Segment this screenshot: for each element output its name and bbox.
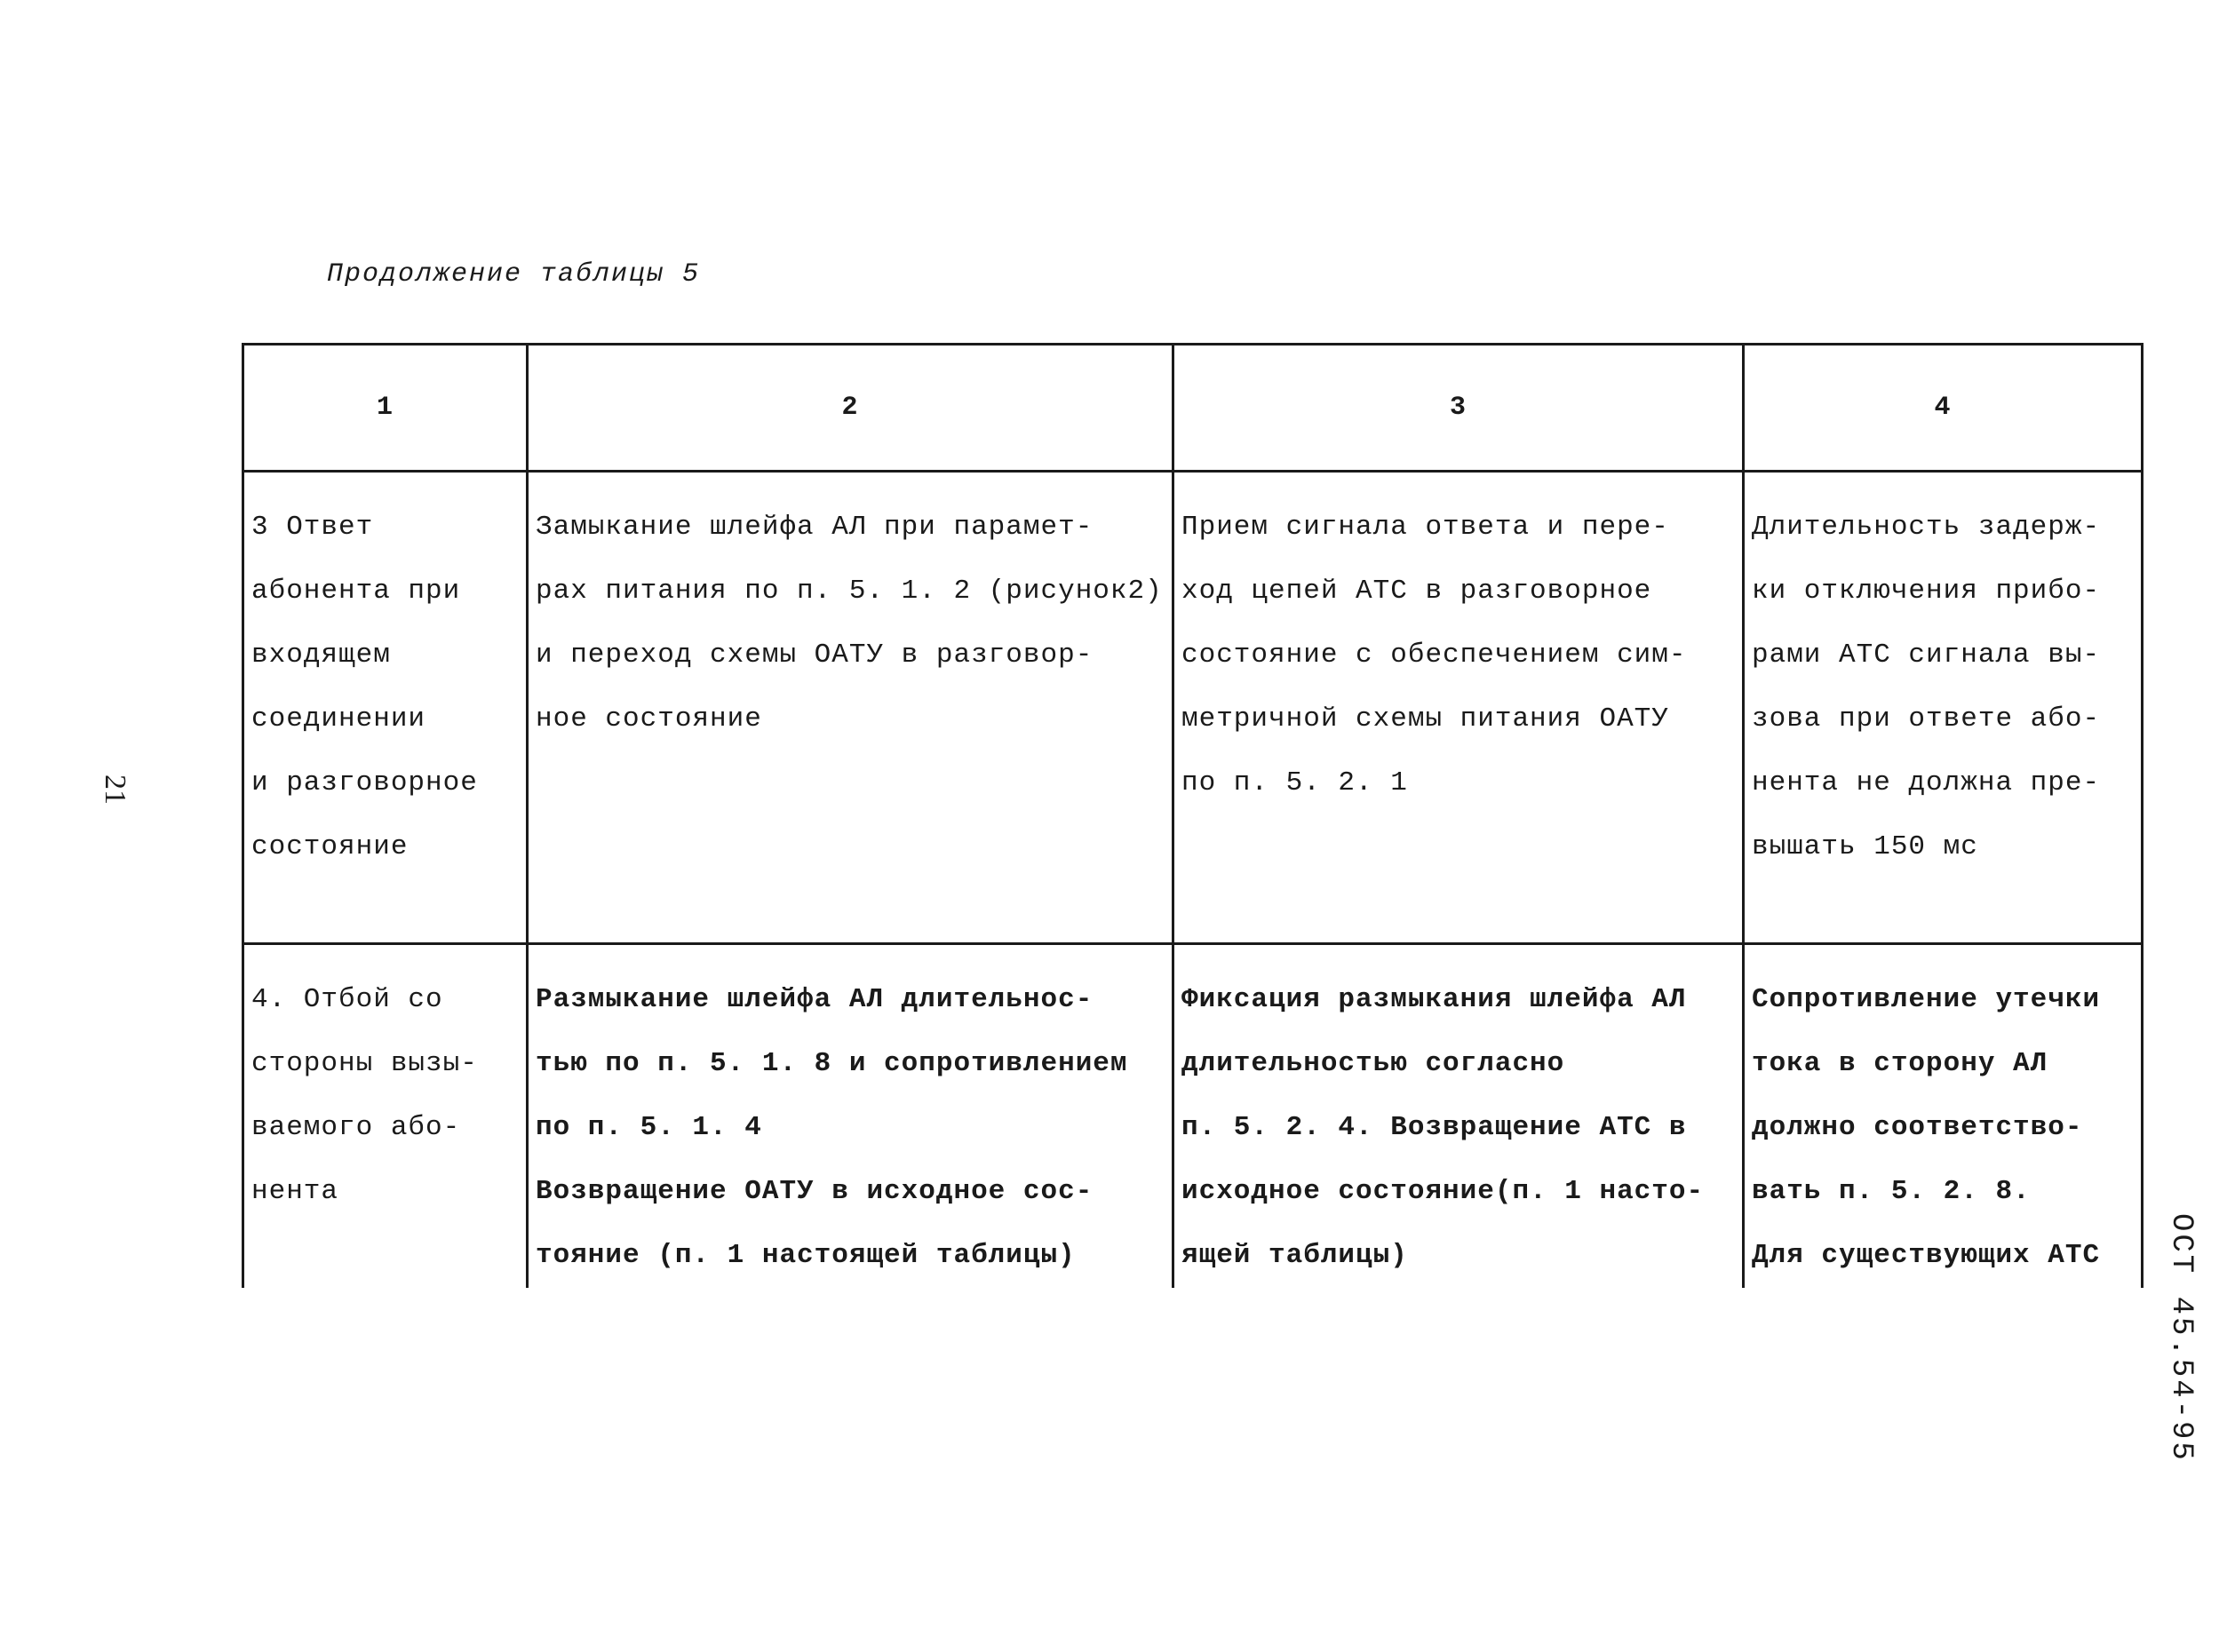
table-cell: Прием сигнала ответа и пере- ход цепей АТС в разговорное состояние с обеспечением сим- метричной схемы питания ОАТУ по п. 5. 2. 1 — [1173, 472, 1744, 944]
page-number: 21 — [99, 774, 131, 805]
document-code: ОСТ 45.54-95 — [2164, 1213, 2198, 1463]
table-row — [243, 944, 2143, 1289]
column-header-4: 4 — [1744, 345, 2143, 472]
table-header-row — [243, 345, 2143, 472]
column-header-3: 3 — [1173, 345, 1744, 472]
table-cell: 4. Отбой со стороны вызы- ваемого або- нента — [243, 944, 528, 1289]
column-header-1: 1 — [243, 345, 528, 472]
table-cell: Фиксация размыкания шлейфа АЛ длительностью согласно п. 5. 2. 4. Возвращение АТС в исходное состояние(п. 1 насто- ящей таблицы) — [1173, 944, 1744, 1289]
table-cell: 3 Ответ абонента при входящем соединении и разговорное состояние — [243, 472, 528, 944]
table-cell: Длительность задерж- ки отключения прибо- рами АТС сигнала вы- зова при ответе або- нента не должна пре- вышать 150 мс — [1744, 472, 2143, 944]
continuation-table — [242, 343, 2143, 1288]
table-caption: Продолжение таблицы 5 — [327, 259, 701, 290]
table-row — [243, 472, 2143, 944]
table-cell: Замыкание шлейфа АЛ при парамет- рах питания по п. 5. 1. 2 (рисунок2) и переход схемы ОАТУ в разговор- ное состояние — [528, 472, 1173, 944]
table-cell: Сопротивление утечки тока в сторону АЛ должно соответство- вать п. 5. 2. 8. Для существующих АТС — [1744, 944, 2143, 1289]
table-cell: Размыкание шлейфа АЛ длительнос- тью по п. 5. 1. 8 и сопротивлением по п. 5. 1. 4 Возвращение ОАТУ в исходное сос- тояние (п. 1 настоящей таблицы) — [528, 944, 1173, 1289]
column-header-2: 2 — [528, 345, 1173, 472]
